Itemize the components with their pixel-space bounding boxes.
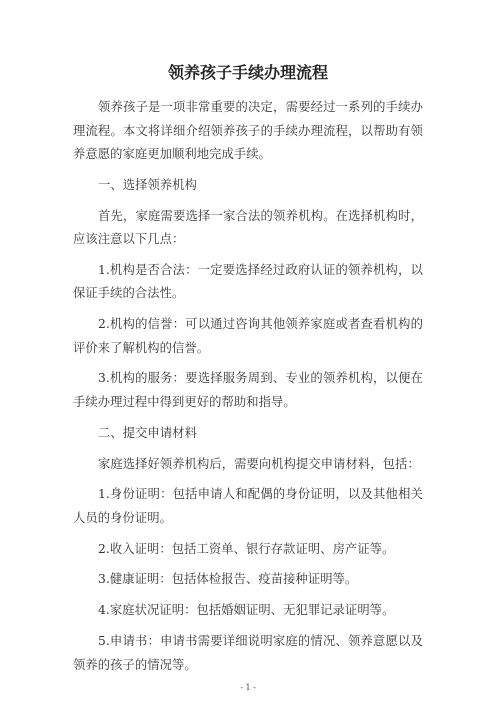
list-item: 5.申请书：申请书需要详细说明家庭的情况、领养意愿以及领养的孩子的情况等。 [73, 634, 423, 672]
list-item: 3.健康证明：包括体检报告、疫苗接种证明等。 [98, 572, 358, 587]
list-item: 2.收入证明：包括工资单、银行存款证明、房产证等。 [98, 541, 395, 556]
list-item: 1.身份证明：包括申请人和配偶的身份证明，以及其他相关人员的身份证明。 [73, 487, 423, 525]
intro-paragraph: 领养孩子是一项非常重要的决定，需要经过一系列的手续办理流程。本文将详细介绍领养孩子的手续办理流程，以帮助有领养意愿的家庭更加顺利地完成手续。 [73, 100, 423, 161]
list-item: 1.机构是否合法：一定要选择经过政府认证的领养机构，以保证手续的合法性。 [73, 262, 423, 301]
paragraph: 家庭选择好领养机构后，需要向机构提交申请材料，包括： [98, 456, 420, 471]
section-heading-2: 二、提交申请材料 [98, 425, 198, 440]
document-body [73, 96, 423, 684]
list-item: 2.机构的信誉：可以通过咨询其他领养家庭或者查看机构的评价来了解机构的信誉。 [73, 317, 423, 355]
page-number: - 1 - [240, 683, 256, 692]
list-item: 3.机构的服务：要选择服务周到、专业的领养机构，以便在手续办理过程中得到更好的帮助和指导。 [73, 371, 423, 409]
paragraph: 首先，家庭需要选择一家合法的领养机构。在选择机构时，应该注意以下几点： [73, 208, 423, 247]
section-heading-1: 一、选择领养机构 [98, 177, 198, 192]
page-title: 领养孩子手续办理流程 [167, 63, 328, 82]
list-item: 4.家庭状况证明：包括婚姻证明、无犯罪记录证明等。 [98, 603, 395, 618]
